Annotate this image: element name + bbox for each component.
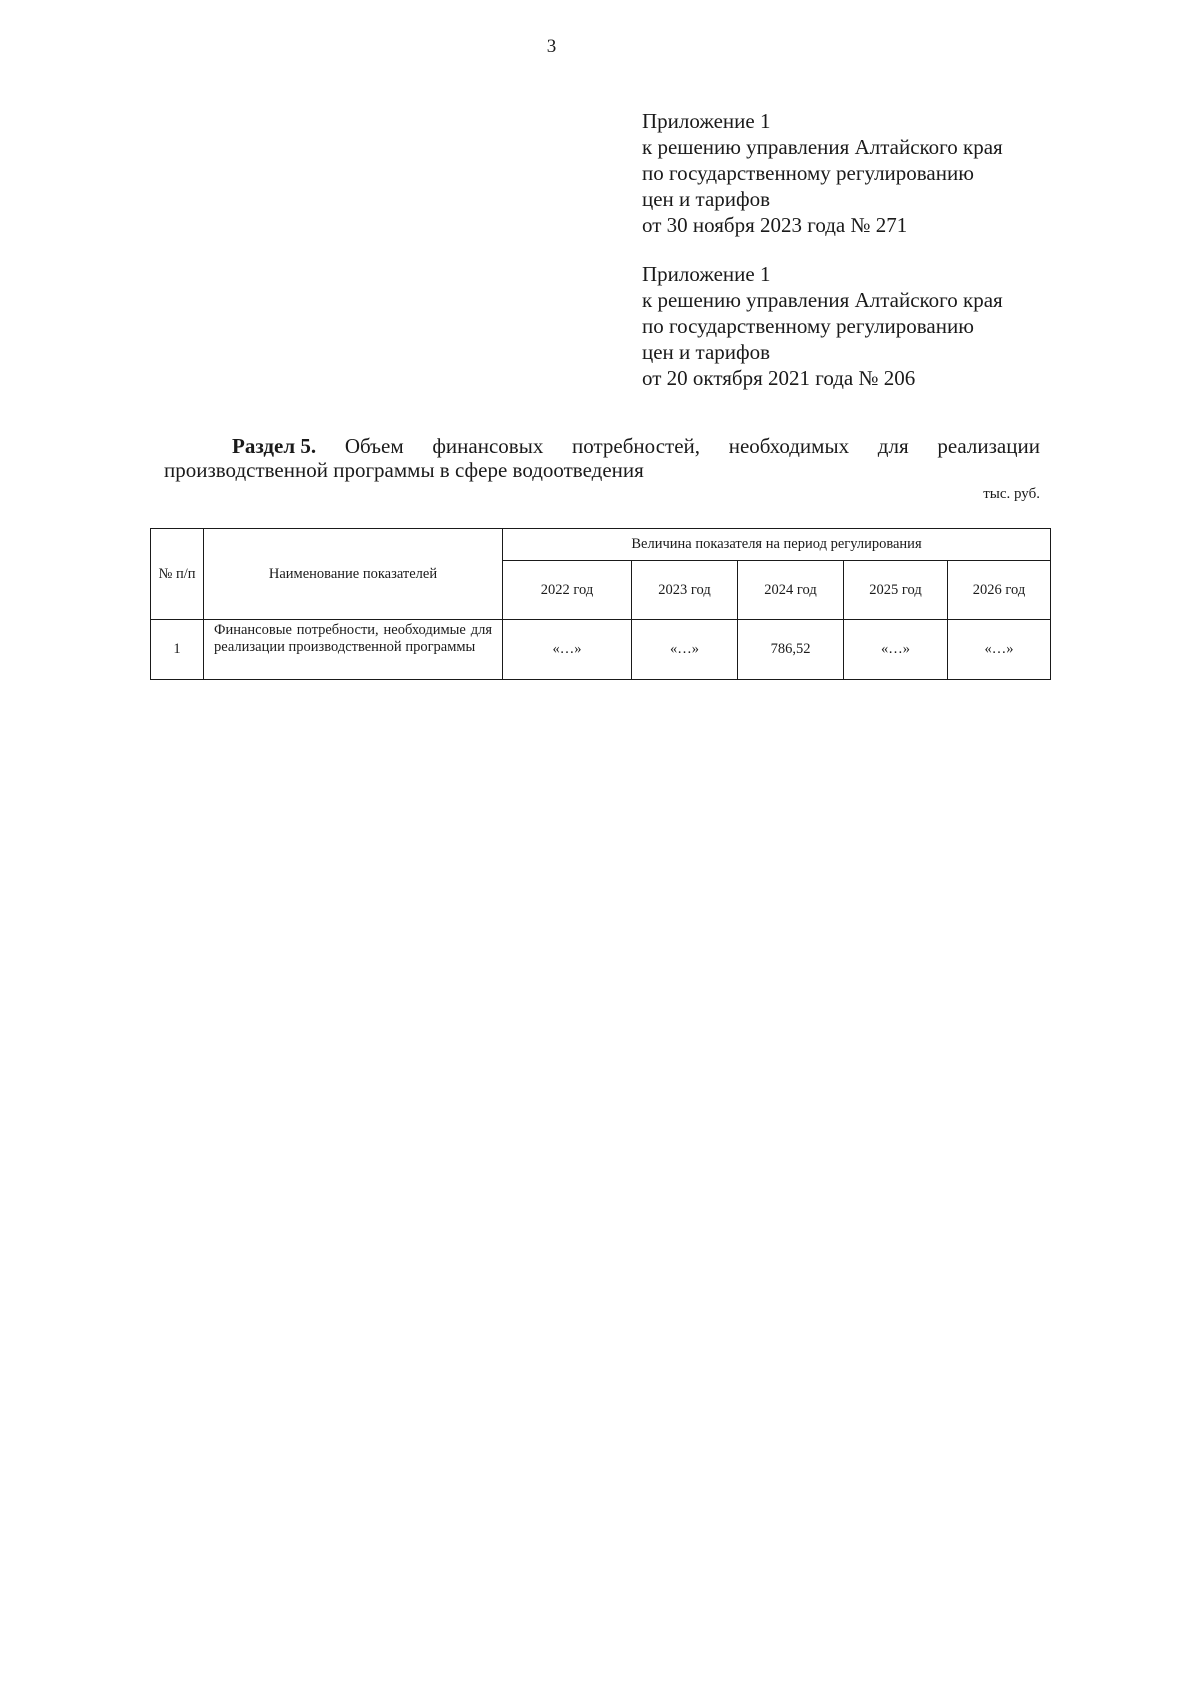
section-title-word: финансовых bbox=[432, 434, 544, 458]
appendix-line: по государственному регулированию bbox=[642, 161, 974, 185]
row-number: 1 bbox=[151, 620, 204, 680]
section-label: Раздел 5. bbox=[232, 434, 317, 458]
row-value: «…» bbox=[948, 620, 1051, 680]
appendix-line: по государственному регулированию bbox=[642, 314, 974, 338]
appendix-line: Приложение 1 bbox=[642, 262, 771, 286]
section-title-word: реализации bbox=[937, 434, 1040, 458]
appendix-header-current bbox=[642, 108, 1082, 238]
section-heading bbox=[164, 434, 1040, 482]
header-number: № п/п bbox=[151, 529, 204, 620]
page-number: 3 bbox=[546, 36, 557, 57]
row-value: «…» bbox=[632, 620, 738, 680]
appendix-line: Приложение 1 bbox=[642, 109, 771, 133]
header-indicator-name: Наименование показателей bbox=[204, 529, 503, 620]
appendix-line: цен и тарифов bbox=[642, 187, 771, 211]
row-value: «…» bbox=[503, 620, 632, 680]
header-period: Величина показателя на период регулирования bbox=[503, 529, 1051, 561]
section-heading-line1 bbox=[164, 434, 1040, 458]
table-row bbox=[151, 620, 1051, 680]
appendix-line: цен и тарифов bbox=[642, 340, 771, 364]
financial-needs-table bbox=[150, 528, 1051, 680]
appendix-line: от 20 октября 2021 года № 206 bbox=[642, 366, 916, 390]
header-year: 2022 год bbox=[503, 561, 632, 620]
row-value: 786,52 bbox=[738, 620, 844, 680]
units-label: тыс. руб. bbox=[983, 486, 1040, 502]
appendix-line: к решению управления Алтайского края bbox=[642, 288, 1003, 312]
section-title-word: для bbox=[877, 434, 909, 458]
section-title-word: Объем bbox=[344, 434, 404, 458]
section-title-word: необходимых bbox=[728, 434, 850, 458]
section-title-word: потребностей, bbox=[572, 434, 700, 458]
table-header-row bbox=[151, 529, 1051, 561]
row-indicator-name: Финансовые потребности, необходимые для реализации производственной программы bbox=[204, 620, 503, 680]
row-value: «…» bbox=[844, 620, 948, 680]
header-year: 2026 год bbox=[948, 561, 1051, 620]
appendix-header-original bbox=[642, 261, 1082, 391]
appendix-line: от 30 ноября 2023 года № 271 bbox=[642, 213, 908, 237]
section-heading-line2: производственной программы в сфере водоотведения bbox=[164, 458, 644, 482]
appendix-line: к решению управления Алтайского края bbox=[642, 135, 1003, 159]
header-year: 2024 год bbox=[738, 561, 844, 620]
header-year: 2023 год bbox=[632, 561, 738, 620]
header-year: 2025 год bbox=[844, 561, 948, 620]
